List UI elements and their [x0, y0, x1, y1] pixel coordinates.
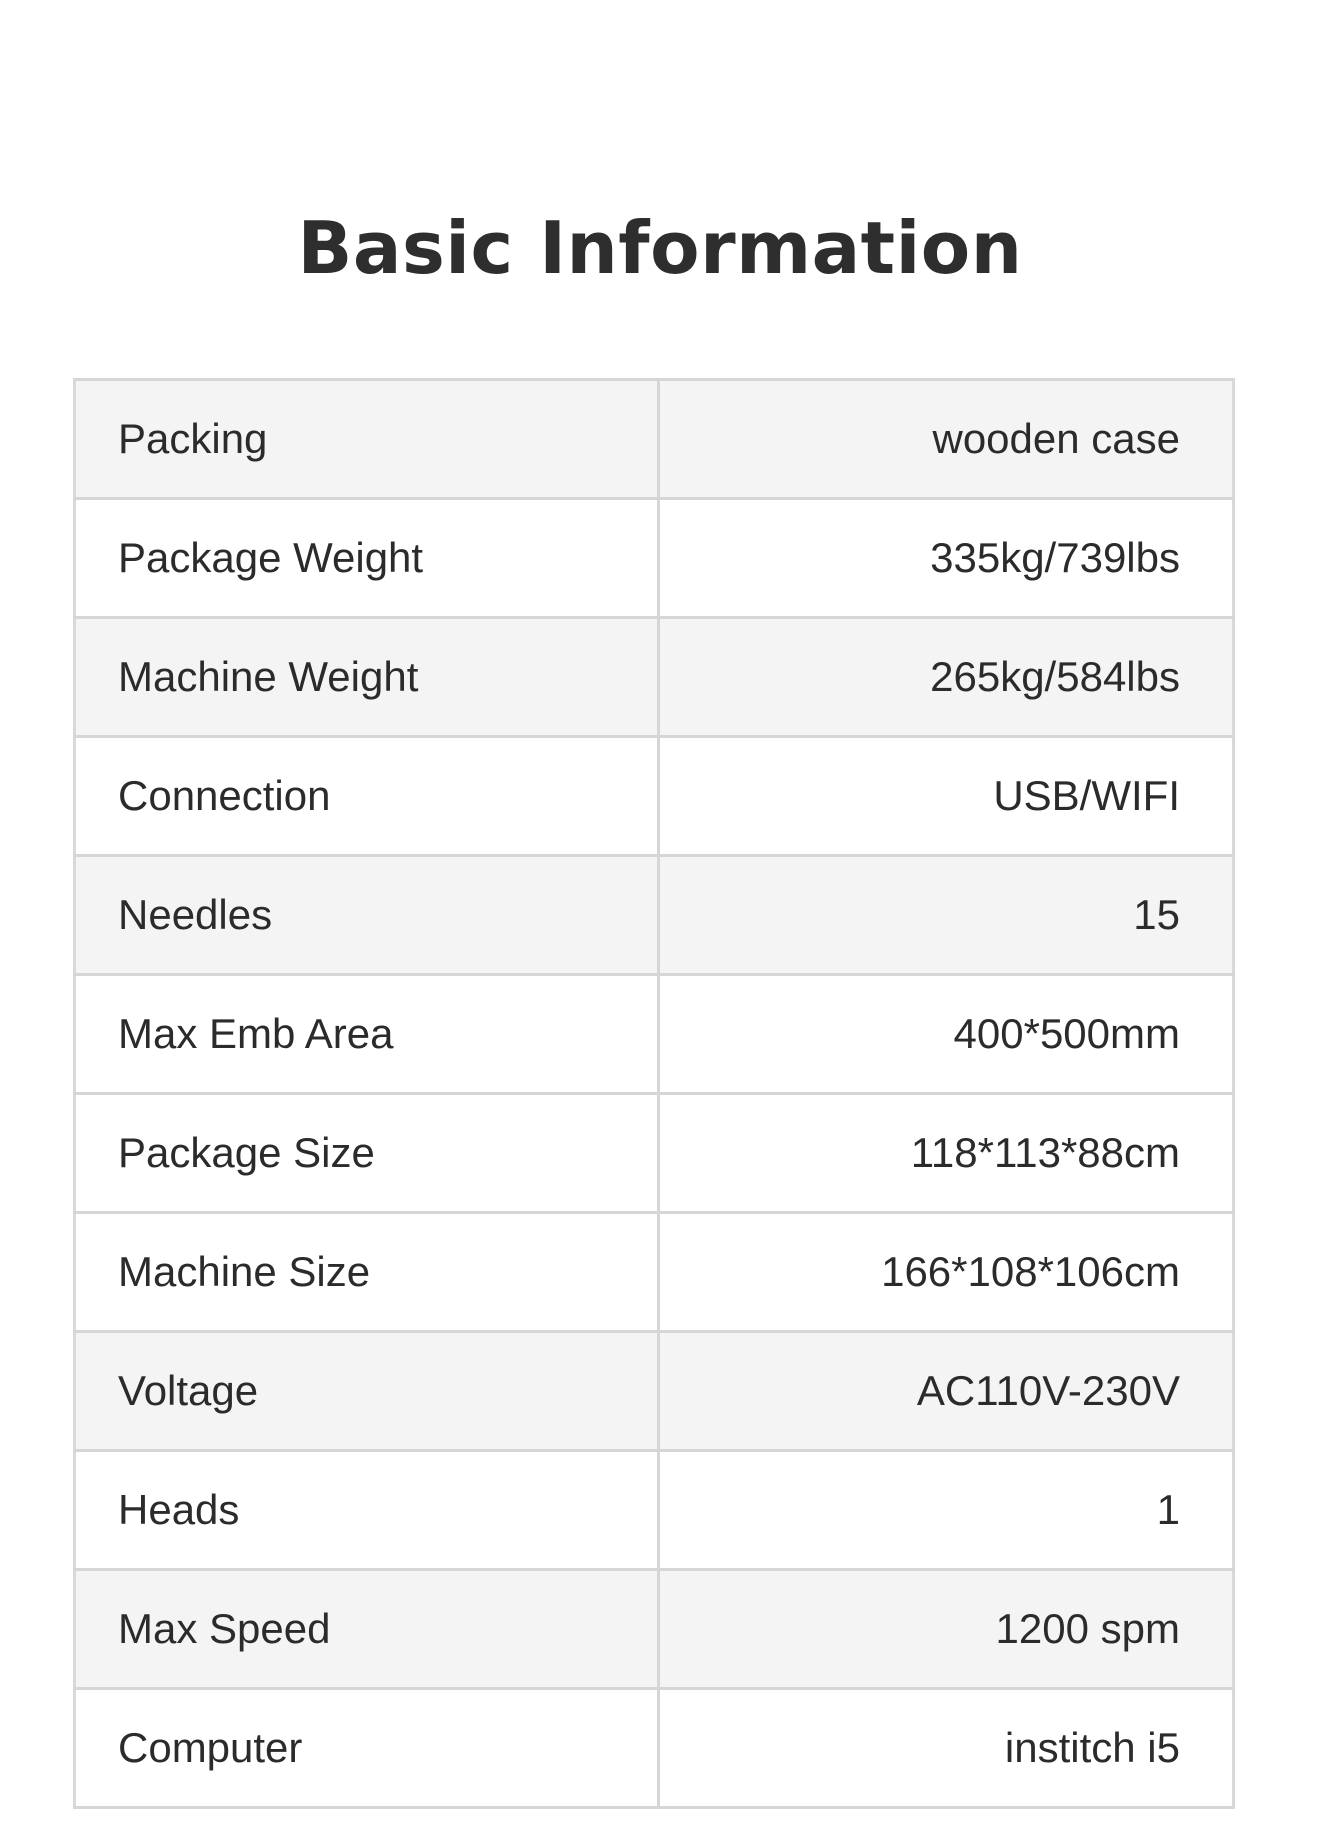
table-row — [75, 1570, 1234, 1689]
spec-label: Connection — [75, 737, 659, 856]
spec-value: 15 — [659, 856, 1234, 975]
table-row — [75, 618, 1234, 737]
spec-label: Machine Size — [75, 1213, 659, 1332]
spec-value: 265kg/584lbs — [659, 618, 1234, 737]
table-row — [75, 1689, 1234, 1808]
spec-label: Computer — [75, 1689, 659, 1808]
spec-value: 1 — [659, 1451, 1234, 1570]
page-title: Basic Information — [297, 206, 1023, 291]
table-row — [75, 499, 1234, 618]
spec-value: wooden case — [659, 380, 1234, 499]
spec-label: Needles — [75, 856, 659, 975]
spec-value: 335kg/739lbs — [659, 499, 1234, 618]
spec-table-body — [75, 380, 1234, 1808]
table-row — [75, 1332, 1234, 1451]
table-row — [75, 1451, 1234, 1570]
spec-value: institch i5 — [659, 1689, 1234, 1808]
table-row — [75, 975, 1234, 1094]
spec-value: AC110V-230V — [659, 1332, 1234, 1451]
spec-label: Package Size — [75, 1094, 659, 1213]
spec-label: Voltage — [75, 1332, 659, 1451]
table-row — [75, 1213, 1234, 1332]
spec-label: Max Emb Area — [75, 975, 659, 1094]
table-row — [75, 737, 1234, 856]
spec-label: Heads — [75, 1451, 659, 1570]
spec-value: USB/WIFI — [659, 737, 1234, 856]
spec-table — [73, 378, 1235, 1809]
spec-label: Machine Weight — [75, 618, 659, 737]
spec-label: Package Weight — [75, 499, 659, 618]
spec-value: 166*108*106cm — [659, 1213, 1234, 1332]
spec-label: Max Speed — [75, 1570, 659, 1689]
spec-label: Packing — [75, 380, 659, 499]
spec-value: 118*113*88cm — [659, 1094, 1234, 1213]
table-row — [75, 1094, 1234, 1213]
spec-value: 1200 spm — [659, 1570, 1234, 1689]
table-row — [75, 380, 1234, 499]
table-row — [75, 856, 1234, 975]
spec-value: 400*500mm — [659, 975, 1234, 1094]
